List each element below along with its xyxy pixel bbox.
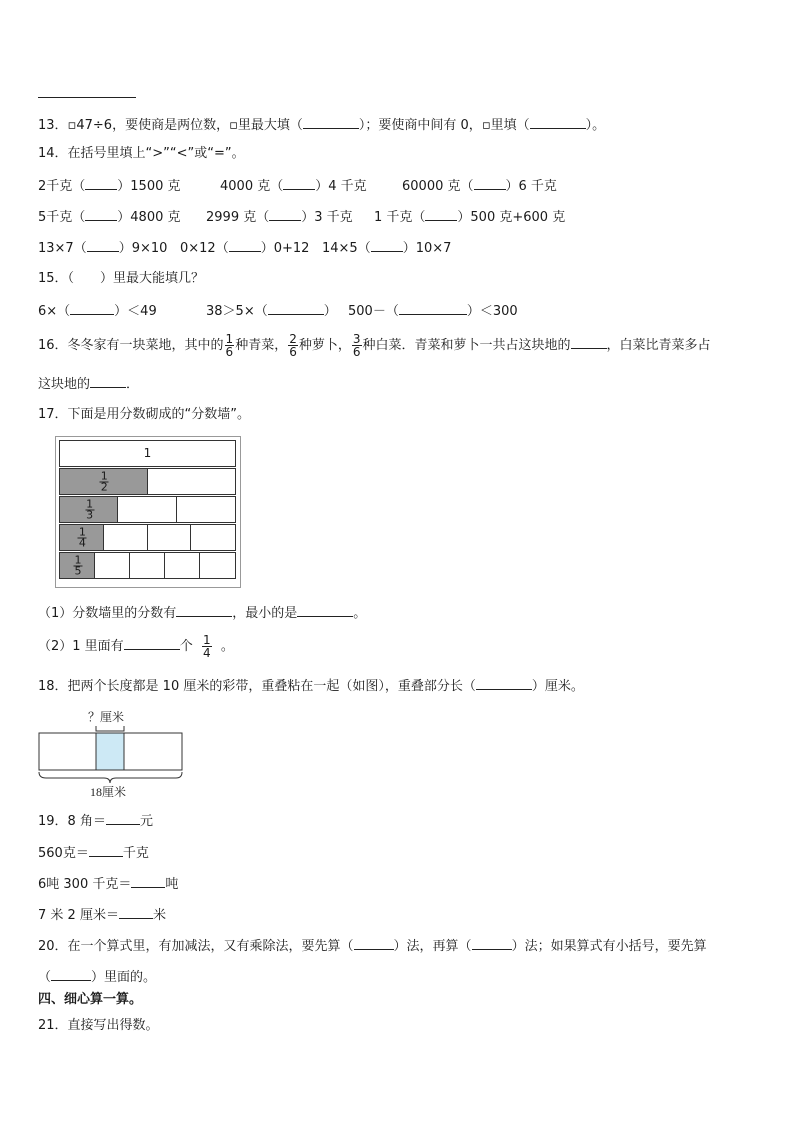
top-rule [38,97,136,98]
fill-item: 38＞5×（ ） [206,300,337,322]
compare-item: 13×7（ ）9×10 [38,237,167,259]
answer-blank[interactable] [476,675,532,690]
question-20: 20．在一个算式里，有加减法，又有乘除法，要先算（ ）法，再算（ ）法；如果算式有小括号，要先算 [38,935,707,957]
question-20-line2: （ ）里面的。 [38,966,156,988]
question-17-sub2: （2）1 里面有 个 $\frac{1}{4}$ 。 [38,633,234,660]
box-symbol: ▫ [481,118,491,133]
top-brace [96,726,124,731]
fraction: $\frac{2}{6}$ [289,332,297,359]
answer-blank[interactable] [70,300,114,315]
wall-row-fifths [59,552,236,579]
answer-blank[interactable] [297,602,353,617]
answer-blank[interactable] [87,237,119,252]
answer-blank[interactable] [131,873,165,888]
wall-cell-whole: 1 [143,446,152,460]
answer-blank[interactable] [371,237,403,252]
answer-blank[interactable] [354,935,394,950]
wall-cell-shaded: $\frac{1}{5}$ [60,553,95,578]
box-symbol: ▫ [67,118,77,133]
wall-cell [148,525,192,550]
answer-blank[interactable] [229,237,261,252]
answer-blank[interactable] [119,904,153,919]
fill-item: 6×（ ）＜49 [38,300,157,322]
fill-item: 500－（ ）＜300 [348,300,518,322]
answer-blank[interactable] [425,206,457,221]
answer-blank[interactable] [89,842,123,857]
fraction: $\frac{1}{6}$ [225,332,234,359]
compare-item: 0×12（ ）0+12 [180,237,309,259]
box-symbol: ▫ [229,118,238,133]
question-17-title: 17．下面是用分数砌成的“分数墙”。 [38,407,251,422]
wall-cell [95,553,130,578]
wall-row-quarters [59,524,236,551]
ribbon-overlap-diagram [30,704,190,800]
compare-item: 4000 克（ ）4 千克 [220,175,367,197]
wall-cell [177,497,235,522]
overlap-label: ？厘米 [88,710,125,724]
fraction: $\frac{1}{4}$ [202,633,211,660]
wall-cell [200,553,235,578]
fraction: $\frac{3}{6}$ [352,332,361,359]
total-length-label: 18厘米 [90,785,127,799]
answer-blank[interactable] [530,114,586,129]
wall-cell [148,469,236,494]
compare-item: 60000 克（ ）6 千克 [402,175,557,197]
wall-row-halves [59,468,236,495]
question-14-title: 14．在括号里填上“>”“<”或“=”。 [38,146,245,161]
wall-cell [191,525,235,550]
answer-blank[interactable] [303,114,359,129]
wall-cell-shaded: $\frac{1}{3}$ [60,497,118,522]
answer-blank[interactable] [399,300,467,315]
question-13: 13．▫47÷6，要使商是两位数，▫里最大填（ ）；要使商中间有 0，▫里填（ ）。 [38,114,605,136]
bottom-brace [39,772,182,783]
compare-item: 14×5（ ）10×7 [322,237,451,259]
wall-row-thirds [59,496,236,523]
wall-cell-shaded: $\frac{1}{2}$ [60,469,148,494]
wall-cell [130,553,165,578]
compare-item: 2千克（ ）1500 克 [38,175,181,197]
wall-cell [118,497,176,522]
compare-item: 2999 克（ ）3 千克 [206,206,353,228]
q13-number: 13． [38,118,68,133]
wall-row-whole [59,440,236,467]
question-15-title: 15．（ ）里最大能填几？ [38,271,205,286]
answer-blank[interactable] [85,175,117,190]
wall-cell-shaded: $\frac{1}{4}$ [60,525,104,550]
answer-blank[interactable] [106,810,140,825]
question-16: 16．冬冬家有一块菜地，其中的 $\frac{1}{6}$ 种青菜， $\frac{2}{6}$ 种萝卜， $\frac{3}{6}$ 种白菜．青菜和萝卜一共占这块地的 ，白菜比青菜多占 [38,332,711,359]
answer-blank[interactable] [269,206,301,221]
question-18: 18．把两个长度都是 10 厘米的彩带，重叠粘在一起（如图），重叠部分长（ ）厘米。 [38,675,584,697]
answer-blank[interactable] [124,635,180,650]
answer-blank[interactable] [472,935,512,950]
q13-text: 47÷6，要使商是两位数， [76,118,230,133]
compare-item: 5千克（ ）4800 克 [38,206,181,228]
answer-blank[interactable] [474,175,506,190]
answer-blank[interactable] [571,334,607,349]
answer-blank[interactable] [90,373,126,388]
section-4-title: 四、细心算一算。 [38,992,143,1007]
question-21: 21．直接写出得数。 [38,1018,159,1033]
question-19-c: 6吨 300 千克＝ 吨 [38,873,178,895]
answer-blank[interactable] [51,966,91,981]
compare-item: 1 千克（ ）500 克+600 克 [374,206,565,228]
overlap-region [96,733,124,770]
wall-cell [104,525,148,550]
question-19-d: 7 米 2 厘米＝ 米 [38,904,166,926]
answer-blank[interactable] [176,602,232,617]
answer-blank[interactable] [268,300,324,315]
question-17-sub1: （1）分数墙里的分数有 ，最小的是 。 [38,602,366,624]
fraction-wall [55,436,241,588]
question-16-line2: 这块地的 ． [38,373,139,395]
answer-blank[interactable] [283,175,315,190]
question-19-a: 19．8 角＝ 元 [38,810,153,832]
question-19-b: 560克＝ 千克 [38,842,149,864]
wall-cell [165,553,200,578]
answer-blank[interactable] [85,206,117,221]
